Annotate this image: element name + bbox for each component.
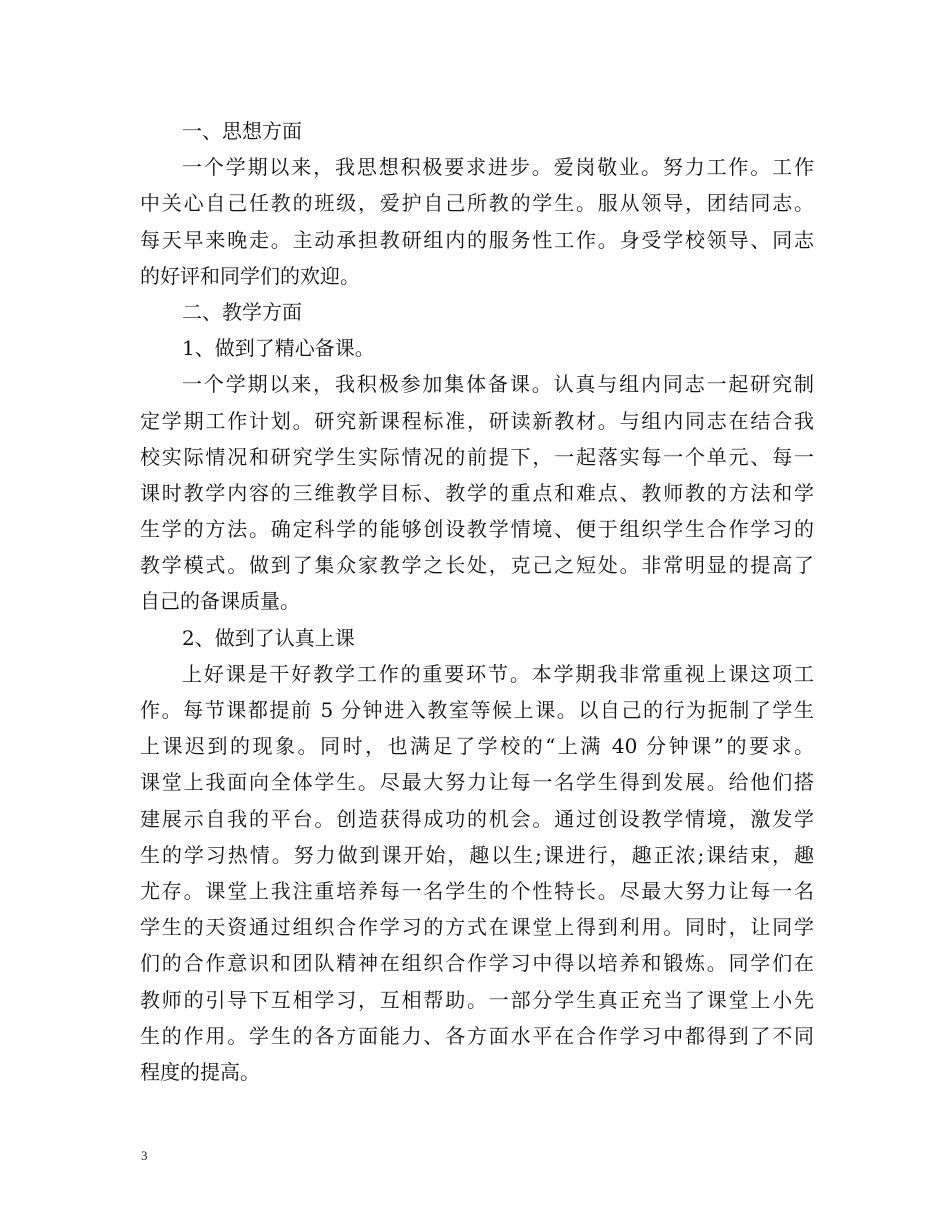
- paragraph-line: 生的作用。学生的各方面能力、各方面水平在合作学习中都得到了不同: [140, 1023, 814, 1048]
- paragraph-line: 生学的方法。确定科学的能够创设教学情境、便于组织学生合作学习的: [140, 517, 814, 542]
- paragraph-line: 定学期工作计划。研究新课程标准，研读新教材。与组内同志在结合我: [140, 408, 814, 433]
- paragraph-line: 学生的天资通过组织合作学习的方式在课堂上得到利用。同时，让同学: [140, 915, 814, 940]
- paragraph-line: 一个学期以来，我思想积极要求进步。爱岗敬业。努力工作。工作: [182, 155, 814, 180]
- paragraph-line: 校实际情况和研究学生实际情况的前提下，一起落实每一个单元、每一: [140, 444, 814, 469]
- section-heading-teaching: 二、教学方面: [182, 299, 302, 324]
- section-heading-thought: 一、思想方面: [182, 119, 302, 143]
- paragraph-line: 每天早来晚走。主动承担教研组内的服务性工作。身受学校领导、同志: [140, 227, 814, 252]
- paragraph-line: 中关心自己任教的班级，爱护自己所教的学生。服从领导，团结同志。: [140, 191, 814, 216]
- page-number: 3: [141, 1148, 148, 1163]
- paragraph-line: 课时教学内容的三维教学目标、教学的重点和难点、教师教的方法和学: [140, 480, 814, 505]
- paragraph-line: 课堂上我面向全体学生。尽最大努力让每一名学生得到发展。给他们搭: [140, 770, 814, 795]
- paragraph-line: 程度的提高。: [140, 1059, 260, 1084]
- paragraph-line: 自己的备课质量。: [140, 589, 300, 614]
- paragraph-line: 教师的引导下互相学习，互相帮助。一部分学生真正充当了课堂上小先: [140, 987, 814, 1012]
- paragraph-line: 们的合作意识和团队精神在组织合作学习中得以培养和锻炼。同学们在: [140, 951, 814, 976]
- paragraph-line: 上好课是干好教学工作的重要环节。本学期我非常重视上课这项工: [182, 661, 814, 686]
- paragraph-line: 上课迟到的现象。同时，也满足了学校的“上满 40 分钟课”的要求。: [140, 734, 814, 759]
- subheading-lesson-prep: 1、做到了精心备课。: [182, 336, 375, 361]
- paragraph-line: 的好评和同学们的欢迎。: [140, 263, 360, 288]
- subheading-teaching-class: 2、做到了认真上课: [182, 625, 355, 650]
- paragraph-line: 建展示自我的平台。创造获得成功的机会。通过创设教学情境，激发学: [140, 806, 814, 831]
- paragraph-line: 作。每节课都提前 5 分钟进入教室等候上课。以自己的行为扼制了学生: [140, 698, 814, 722]
- paragraph-line: 生的学习热情。努力做到课开始，趣以生;课进行，趣正浓;课结束，趣: [140, 842, 814, 867]
- paragraph-line: 教学模式。做到了集众家教学之长处，克己之短处。非常明显的提高了: [140, 553, 814, 578]
- document-body: [140, 113, 814, 1090]
- paragraph-line: 尤存。课堂上我注重培养每一名学生的个性特长。尽最大努力让每一名: [140, 878, 814, 903]
- paragraph-line: 一个学期以来，我积极参加集体备课。认真与组内同志一起研究制: [182, 372, 814, 397]
